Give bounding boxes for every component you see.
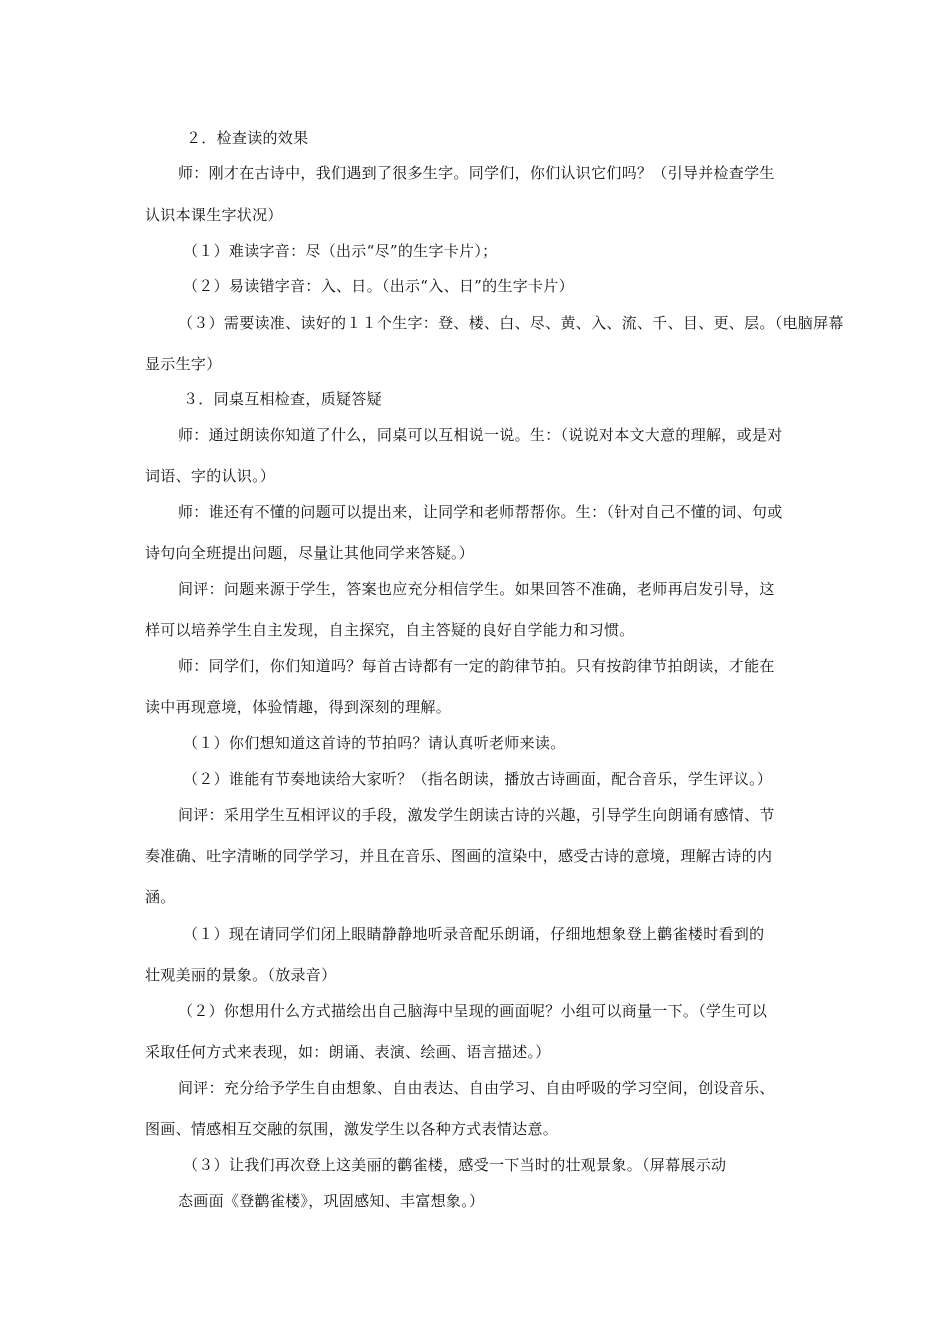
paragraph-line: 师：刚才在古诗中，我们遇到了很多生字。同学们，你们认识它们吗？（引导并检查学生	[178, 164, 775, 182]
paragraph-line: 显示生字）	[145, 355, 222, 373]
paragraph-line: 采取任何方式来表现，如：朗诵、表演、绘画、语言描述。）	[145, 1043, 551, 1061]
list-item-line: （１）你们想知道这首诗的节拍吗？请认真听老师来读。	[183, 734, 566, 752]
list-item-line: （１）难读字音：尽（出示“尽”的生字卡片）；	[183, 242, 498, 260]
list-item-line: （２）谁能有节奏地读给大家听？（指名朗读，播放古诗画面，配合音乐，学生评议。）	[183, 770, 773, 788]
comment-line: 奏准确、吐字清晰的同学学习，并且在音乐、图画的渲染中，感受古诗的意境，理解古诗的内	[145, 847, 773, 865]
section-heading-2: ２．检查读的效果	[186, 129, 309, 147]
paragraph-line: 诗句向全班提出问题，尽量让其他同学来答疑。）	[145, 544, 475, 562]
comment-line: 间评：采用学生互相评议的手段，激发学生朗读古诗的兴趣，引导学生向朗诵有感情、节	[178, 806, 775, 824]
list-item-line: （１）现在请同学们闭上眼睛静静地听录音配乐朗诵，仔细地想象登上鹳雀楼时看到的	[183, 925, 765, 943]
list-item-line: （２）易读错字音：入、日。（出示“入、日”的生字卡片）	[183, 277, 574, 295]
comment-line: 间评：充分给予学生自由想象、自由表达、自由学习、自由呼吸的学习空间，创设音乐、	[178, 1079, 775, 1097]
paragraph-line: 读中再现意境，体验情趣，得到深刻的理解。	[145, 698, 452, 716]
list-item-line: （３）需要读准、读好的１１个生字：登、楼、白、尽、黄、入、流、千、目、更、层。（电脑屏幕	[178, 314, 844, 332]
section-heading-3: ３．同桌互相检查，质疑答疑	[183, 390, 382, 408]
paragraph-line: 词语、字的认识。）	[145, 467, 276, 485]
comment-line: 图画、情感相互交融的氛围，激发学生以各种方式表情达意。	[145, 1120, 559, 1138]
paragraph-line: 认识本课生字状况）	[145, 206, 283, 224]
list-item-line: （２）你想用什么方式描绘出自己脑海中呈现的画面呢？小组可以商量一下。（学生可以	[178, 1002, 768, 1020]
paragraph-line: 态画面《登鹳雀楼》，巩固感知、丰富想象。）	[178, 1192, 485, 1210]
paragraph-line: 师：通过朗读你知道了什么，同桌可以互相说一说。生：（说说对本文大意的理解，或是对	[178, 426, 783, 444]
comment-line: 间评：问题来源于学生，答案也应充分相信学生。如果回答不准确，老师再启发引导，这	[178, 580, 775, 598]
paragraph-line: 师：同学们，你们知道吗？每首古诗都有一定的韵律节拍。只有按韵律节拍朗读，才能在	[178, 657, 775, 675]
comment-line: 涵。	[145, 888, 176, 906]
paragraph-line: 师：谁还有不懂的问题可以提出来，让同学和老师帮帮你。生：（针对自己不懂的词、句或	[178, 503, 783, 521]
comment-line: 样可以培养学生自主发现，自主探究，自主答疑的良好自学能力和习惯。	[145, 621, 635, 639]
paragraph-line: 壮观美丽的景象。（放录音）	[145, 966, 337, 984]
list-item-line: （３）让我们再次登上这美丽的鹳雀楼，感受一下当时的壮观景象。（屏幕展示动	[183, 1156, 727, 1174]
